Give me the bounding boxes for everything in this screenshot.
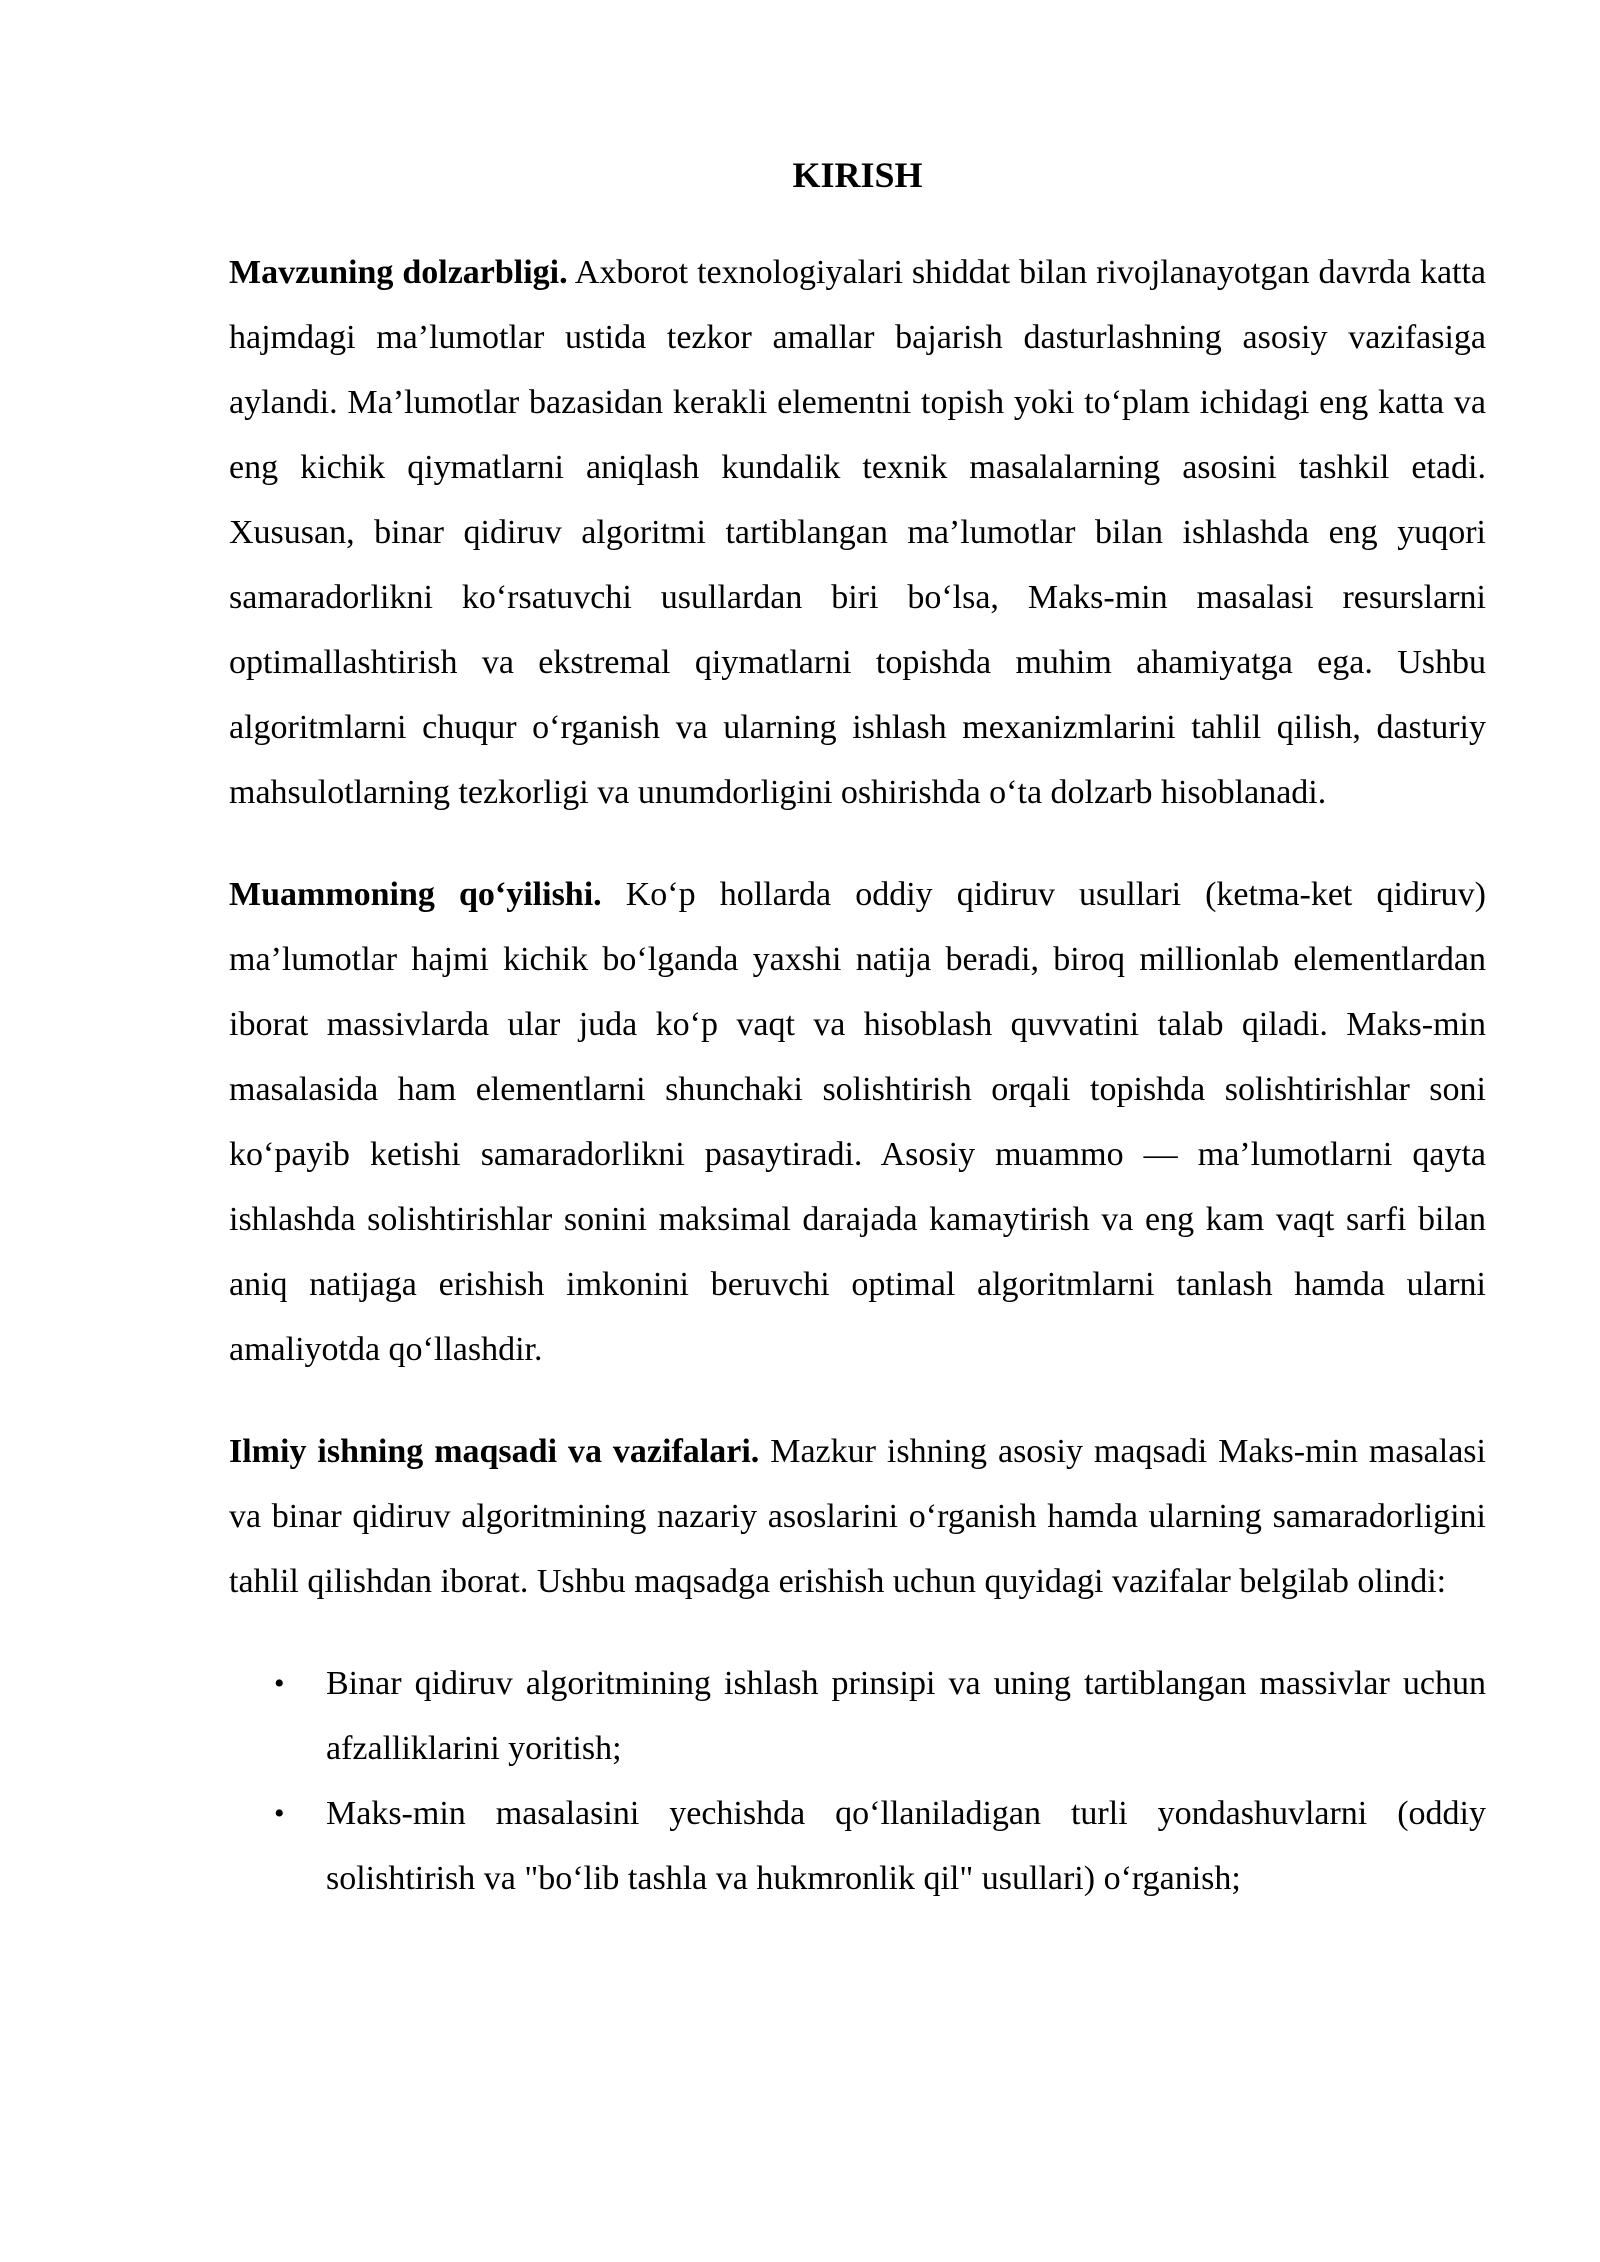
bullet-icon: • <box>274 1667 285 1700</box>
list-item-text: Binar qidiruv algoritmining ishlash prinsipi va uning tartiblangan massivlar uchun afzalliklarini yoritish; <box>326 1665 1486 1767</box>
bullet-icon: • <box>274 1797 285 1830</box>
section-relevance <box>229 240 1486 825</box>
section-goals <box>229 1419 1486 1614</box>
task-list <box>229 1651 1486 1911</box>
section-lead: Mavzuning dolzarbligi. <box>229 254 568 291</box>
list-item <box>229 1651 1486 1781</box>
list-item <box>229 1781 1486 1911</box>
section-lead: Muammoning qo‘yilishi. <box>229 876 602 913</box>
section-lead: Ilmiy ishning maqsadi va vazifalari. <box>229 1433 760 1470</box>
document-body <box>229 150 1486 1911</box>
page-title: KIRISH <box>792 155 923 195</box>
section-problem <box>229 862 1486 1382</box>
list-item-text: Maks-min masalasini yechishda qo‘llaniladigan turli yondashuvlarni (oddiy solishtirish va "bo‘lib tashla va hukmronlik qil" usullari) o‘rganish; <box>326 1795 1486 1897</box>
section-text: Axborot texnologiyalari shiddat bilan rivojlanayotgan davrda katta hajmdagi ma’lumotlar ustida tezkor amallar bajarish dasturlashning asosiy vazifasiga aylandi. Ma’lumotlar bazasidan kerakli elementni topish yoki to‘plam ichidagi eng katta va eng kichik qiymatlarni aniqlash kundalik texnik masalalarning asosini tashkil etadi. Xususan, binar qidiruv algoritmi tartiblangan ma’lumotlar bilan ishlashda eng yuqori samaradorlikni ko‘rsatuvchi usullardan biri bo‘lsa, Maks-min masalasi resurslarni optimallashtirish va ekstremal qiymatlarni topishda muhim ahamiyatga ega. Ushbu algoritmlarni chuqur o‘rganish va ularning ishlash mexanizmlarini tahlil qilish, dasturiy mahsulotlarning tezkorligi va unumdorligini oshirishda o‘ta dolzarb hisoblanadi. <box>229 254 1487 811</box>
section-text: Mazkur ishning asosiy maqsadi Maks-min masalasi va binar qidiruv algoritmining nazariy asoslarini o‘rganish hamda ularning samaradorligini tahlil qilishdan iborat. Ushbu maqsadga erishish uchun quyidagi vazifalar belgilab olindi: <box>229 1433 1486 1600</box>
section-text: Ko‘p hollarda oddiy qidiruv usullari (ketma-ket qidiruv) ma’lumotlar hajmi kichik bo‘lganda yaxshi natija beradi, biroq millionlab elementlardan iborat massivlarda ular juda ko‘p vaqt va hisoblash quvvatini talab qiladi. Maks-min masalasida ham elementlarni shunchaki solishtirish orqali topishda solishtirishlar soni ko‘payib ketishi samaradorlikni pasaytiradi. Asosiy muammo — ma’lumotlarni qayta ishlashda solishtirishlar sonini maksimal darajada kamaytirish va eng kam vaqt sarfi bilan aniq natijaga erishish imkonini beruvchi optimal algoritmlarni tanlash hamda ularni amaliyotda qo‘llashdir. <box>229 876 1486 1368</box>
